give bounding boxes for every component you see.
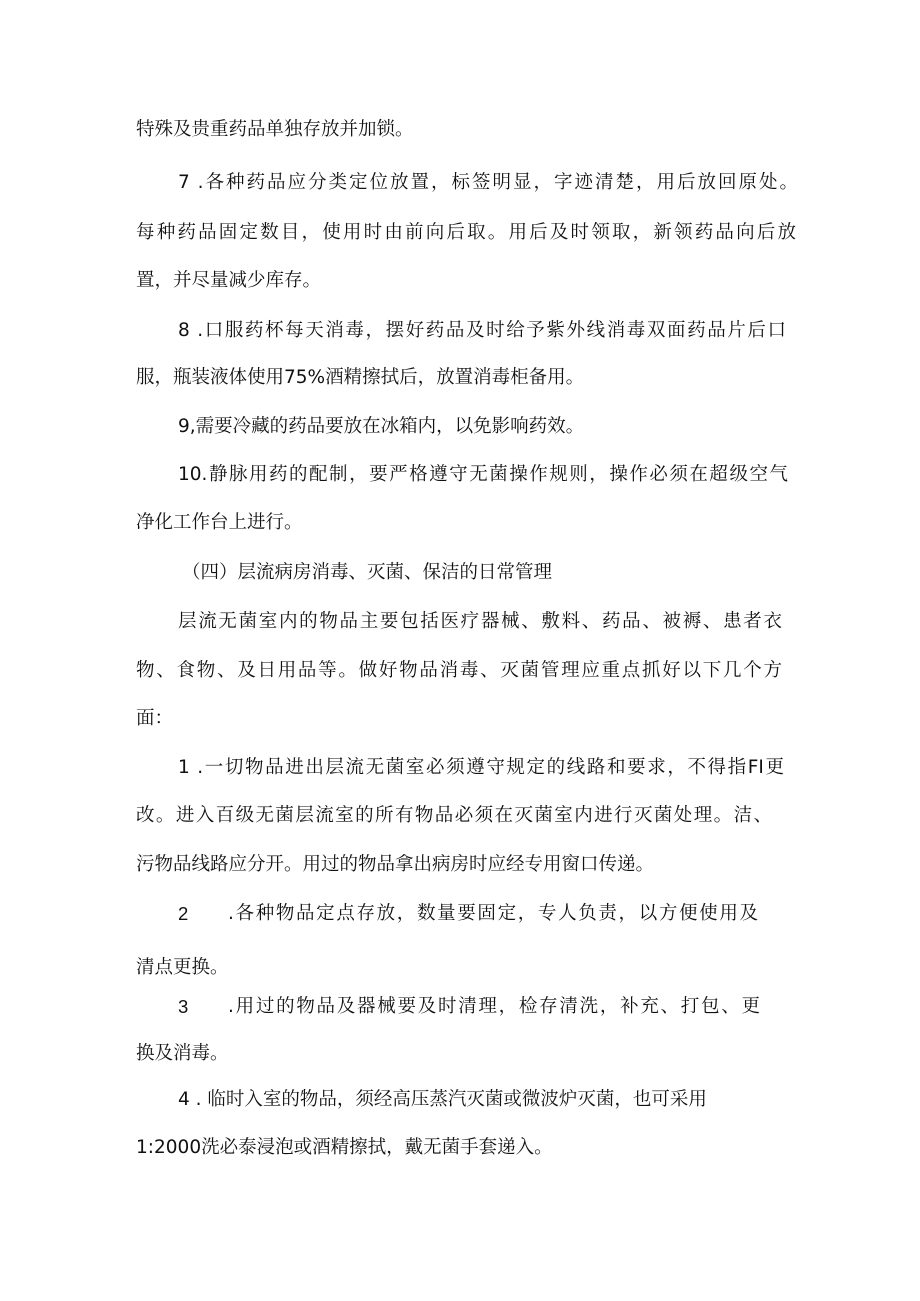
text-line: 7 .各种药品应分类定位放置，标签明显，字迹清楚，用后放回原处。 [178, 172, 798, 193]
text-line: .各种物品定点存放，数量要固定，专人负责，以方便使用及 [228, 903, 758, 924]
text-line: 特殊及贵重药品单独存放并加锁。 [136, 119, 414, 140]
text-line: 改。进入百级无菌层流室的所有物品必须在灭菌室内进行灭菌处理。洁、 [136, 805, 772, 826]
list-number: 2 [178, 903, 189, 924]
text-line: 9,需要冷藏的药品要放在冰箱内，以免影响药效。 [178, 416, 585, 437]
text-line: 物、食物、及日用品等。做好物品消毒、灭菌管理应重点抓好以下几个方 [136, 660, 782, 681]
text-line: 4 . 临时入室的物品，须经高压蒸汽灭菌或微波炉灭菌，也可采用 [178, 1089, 707, 1110]
text-line: 净化工作台上进行。 [136, 512, 303, 533]
section-heading: （四）层流病房消毒、灭菌、保洁的日常管理 [182, 562, 553, 583]
text-line: 1 .一切物品进出层流无菌室必须遵守规定的线路和要求，不得指FI更 [178, 757, 784, 778]
text-line: 每种药品固定数目，使用时由前向后取。用后及时领取，新领药品向后放 [136, 222, 796, 243]
text-line: 1:2000洗必泰浸泡或酒精擦拭，戴无菌手套递入。 [136, 1137, 553, 1158]
text-line: .用过的物品及器械要及时清理，检存清洗，补充、打包、更 [228, 996, 760, 1017]
list-number: 3 [178, 996, 189, 1017]
text-line: 换及消毒。 [136, 1043, 229, 1064]
text-line: 置，并尽量减少库存。 [136, 270, 322, 291]
text-line: 服，瓶装液体使用75%酒精擦拭后，放置消毒柜备用。 [136, 367, 585, 388]
text-line: 面： [136, 708, 174, 729]
text-line: 10.静脉用药的配制，要严格遵守无菌操作规则，操作必须在超级空气 [178, 464, 788, 485]
text-line: 8 .口服药杯每天消毒，摆好药品及时给予紫外线消毒双面药品片后口 [178, 320, 786, 341]
text-line: 污物品线路应分开。用过的物品拿出病房时应经专用窗口传递。 [136, 854, 655, 875]
text-line: 层流无菌室内的物品主要包括医疗器械、敷料、药品、被褥、患者衣 [178, 611, 782, 632]
text-line: 清点更换。 [136, 957, 229, 978]
